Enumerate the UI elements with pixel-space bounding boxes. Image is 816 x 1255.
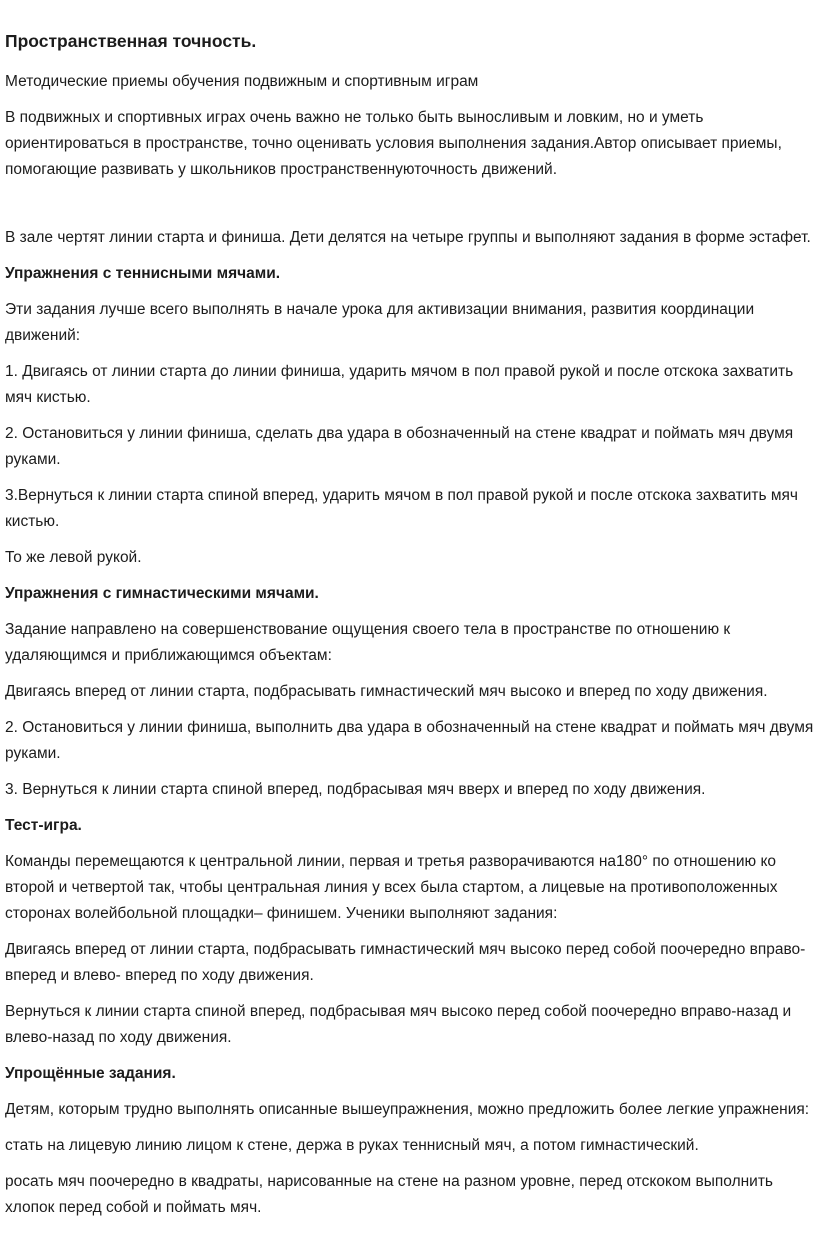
section-heading-simplified-tasks: Упрощённые задания. <box>5 1065 176 1082</box>
paragraph-test-game-item-2: Вернуться к линии старта спиной вперед, подбрасывая мяч высоко перед собой поочередно вправо-назад и влево-назад по ходу движения. <box>5 1003 792 1046</box>
paragraph-simplified-intro: Детям, которым трудно выполнять описанные вышеупражнения, можно предложить более легкие упражнения: <box>5 1101 810 1118</box>
paragraph-hall-setup: В зале чертят линии старта и финиша. Дети делятся на четыре группы и выполняют задания в форме эстафет. <box>5 229 811 246</box>
subtitle-methodical-techniques: Методические приемы обучения подвижным и спортивным играм <box>5 73 479 90</box>
paragraph-gymnastic-item-2: 2. Остановиться у линии финиша, выполнить два удара в обозначенный на стене квадрат и поймать мяч двумя руками. <box>5 719 814 762</box>
paragraph-simplified-item-2: росать мяч поочередно в квадраты, нарисованные на стене на разном уровне, перед отскоком выполнить хлопок перед собой и поймать мяч. <box>5 1173 774 1216</box>
paragraph-tennis-item-2: 2. Остановиться у линии финиша, сделать два удара в обозначенный на стене квадрат и поймать мяч двумя руками. <box>5 425 794 468</box>
paragraph-gymnastic-item-3: 3. Вернуться к линии старта спиной вперед, подбрасывая мяч вверх и вперед по ходу движения. <box>5 781 706 798</box>
page-title: Пространственная точность. <box>5 31 257 51</box>
paragraph-tennis-item-3: 3.Вернуться к линии старта спиной вперед, ударить мячом в пол правой рукой и после отскока захватить мяч кистью. <box>5 487 798 530</box>
paragraph-test-game-item-1: Двигаясь вперед от линии старта, подбрасывать гимнастический мяч высоко перед собой поочередно вправо-вперед и влево- вперед по ходу движения. <box>5 941 806 984</box>
section-heading-tennis-balls: Упражнения с теннисными мячами. <box>5 265 281 282</box>
paragraph-tennis-item-1: 1. Двигаясь от линии старта до линии финиша, ударить мячом в пол правой рукой и после отскока захватить мяч кистью. <box>5 363 794 406</box>
paragraph-simplified-item-1: стать на лицевую линию лицом к стене, держа в руках теннисный мяч, а потом гимнастический. <box>5 1137 699 1154</box>
intro-paragraph: В подвижных и спортивных играх очень важно не только быть выносливым и ловким, но и уметь ориентироваться в пространстве, точно оценивать условия выполнения задания.Автор описывает приемы, помогающие развивать у школьников пространственнуюточность движений. <box>5 109 782 178</box>
paragraph-gymnastic-item-1: Двигаясь вперед от линии старта, подбрасывать гимнастический мяч высоко и вперед по ходу движения. <box>5 683 768 700</box>
section-heading-test-game: Тест-игра. <box>5 817 82 834</box>
paragraph-tennis-intro: Эти задания лучше всего выполнять в начале урока для активизации внимания, развития координации движений: <box>5 301 755 344</box>
section-heading-gymnastic-balls: Упражнения с гимнастическими мячами. <box>5 585 319 602</box>
paragraph-gymnastic-intro: Задание направлено на совершенствование ощущения своего тела в пространстве по отношению к удаляющимся и приближающимся объектам: <box>5 621 731 664</box>
paragraph-tennis-left-hand: То же левой рукой. <box>5 549 142 566</box>
paragraph-test-game-setup: Команды перемещаются к центральной линии, первая и третья разворачиваются на180° по отношению ко второй и четвертой так, чтобы центральная линия у всех была стартом, а лицевые на противоположенных сторонах волейбольной площадки– финишем. Ученики выполняют задания: <box>5 853 778 922</box>
